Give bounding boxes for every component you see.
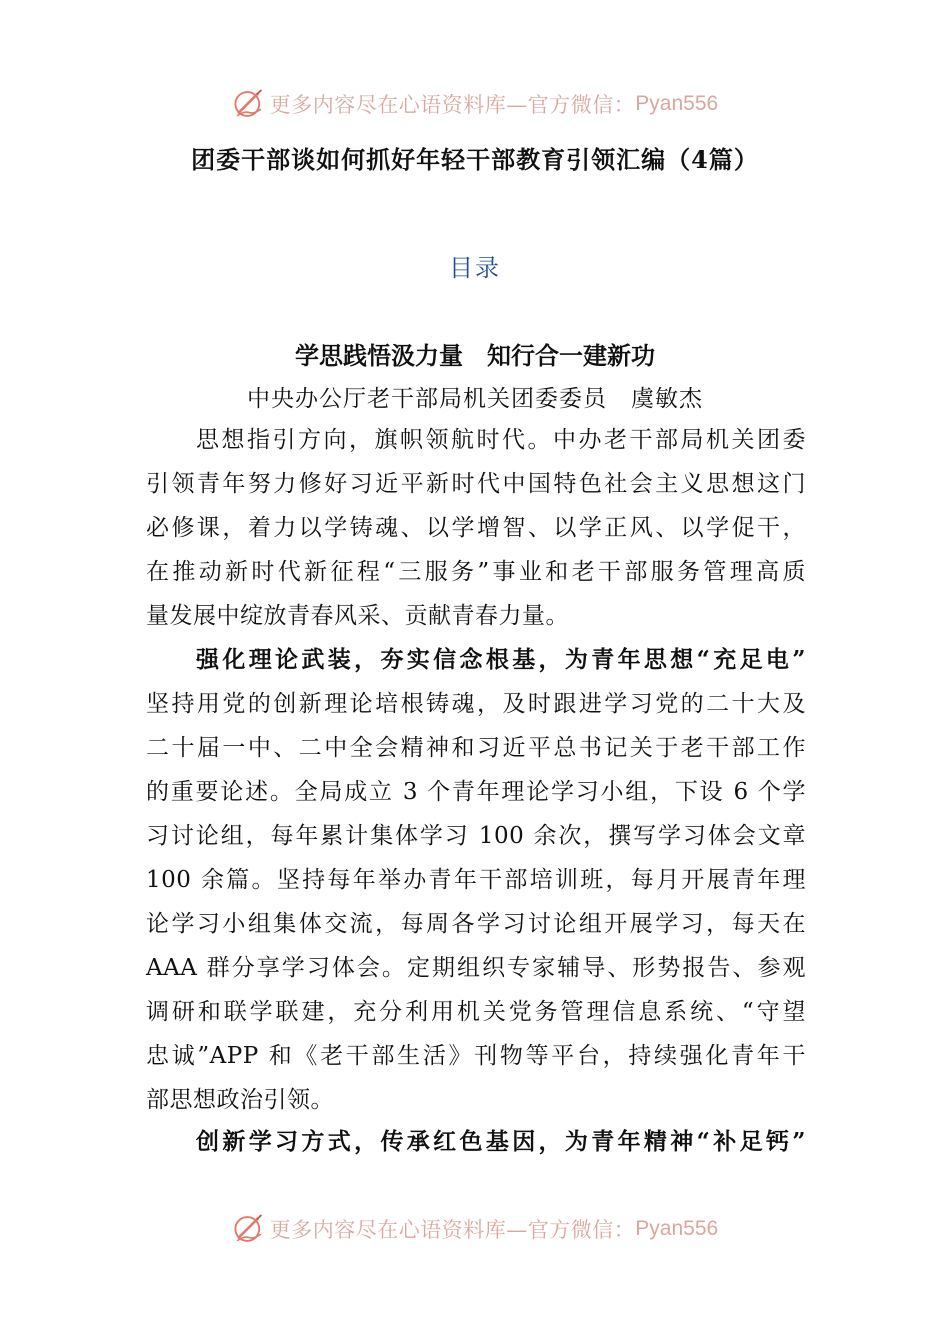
body-line: 二十届一中、二中全会精神和习近平总书记关于老干部工作: [146, 735, 806, 761]
body-line: 调研和联学联建，充分利用机关党务管理信息系统、“守望: [146, 999, 806, 1025]
body-line: 坚持用党的创新理论培根铸魂，及时跟进学习党的二十大及: [146, 691, 806, 717]
watermark-wechat-id: Pyan556: [635, 1217, 719, 1240]
watermark-footer: [0, 1209, 950, 1249]
watermark-text: 更多内容尽在心语资料库—官方微信：: [269, 1218, 636, 1242]
document-title: 团委干部谈如何抓好年轻干部教育引领汇编（4篇）: [191, 145, 759, 174]
body-line: 引领青年努力修好习近平新时代中国特色社会主义思想这门: [146, 471, 806, 497]
pen-logo-icon: [232, 87, 266, 121]
pen-logo-icon: [232, 1212, 266, 1246]
body-line: 忠诚”APP 和《老干部生活》刊物等平台，持续强化青年干: [146, 1043, 806, 1069]
body-line: 在推动新时代新征程“三服务”事业和老干部服务管理高质: [146, 559, 806, 585]
body-line: 量发展中绽放青春风采、贡献青春力量。: [146, 603, 569, 629]
body-line: 论学习小组集体交流，每周各学习讨论组开展学习，每天在: [146, 911, 806, 937]
body-line: 部思想政治引领。: [146, 1087, 334, 1113]
body-line: 必修课，着力以学铸魂、以学增智、以学正风、以学促干，: [146, 515, 806, 541]
watermark-header: [0, 84, 950, 124]
toc-heading: 目录: [449, 254, 501, 282]
body-line: 的重要论述。全局成立 3 个青年理论学习小组，下设 6 个学: [146, 779, 806, 805]
section-heading: 强化理论武装，夯实信念根基，为青年思想“充足电”: [196, 646, 806, 673]
watermark-wechat-id: Pyan556: [635, 92, 719, 115]
watermark-text: 更多内容尽在心语资料库—官方微信：: [269, 93, 636, 117]
section-heading: 创新学习方式，传承红色基因，为青年精神“补足钙”: [196, 1128, 806, 1155]
article-author: 中央办公厅老干部局机关团委委员 虞敏杰: [247, 386, 703, 412]
article-title: 学思践悟汲力量 知行合一建新功: [295, 341, 655, 370]
body-line: 100 余篇。坚持每年举办青年干部培训班，每月开展青年理: [146, 867, 806, 893]
body-line: 习讨论组，每年累计集体学习 100 余次，撰写学习体会文章: [146, 823, 806, 849]
body-line: 思想指引方向，旗帜领航时代。中办老干部局机关团委: [196, 427, 806, 453]
body-line: AAA 群分享学习体会。定期组织专家辅导、形势报告、参观: [146, 955, 806, 981]
